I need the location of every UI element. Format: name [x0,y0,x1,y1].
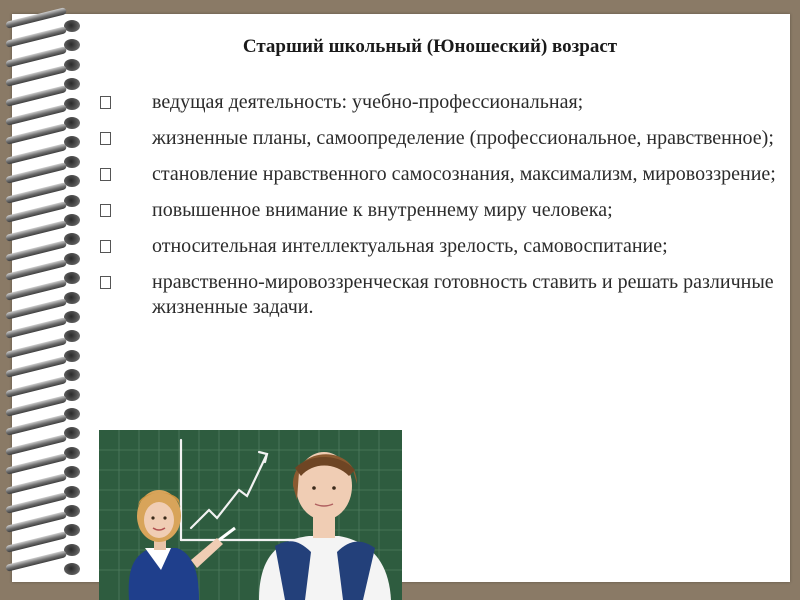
bullet-box-icon [100,276,111,289]
bullet-box-icon [100,240,111,253]
spiral-ring [6,330,84,342]
spiral-ring [6,78,84,90]
bullet-box-icon [100,132,111,145]
spiral-ring [6,563,84,575]
list-item [100,270,790,320]
bullet-box-icon [100,96,111,109]
list-item [100,126,790,151]
students-photo [99,430,402,600]
spiral-ring [6,136,84,148]
spiral-ring [6,233,84,245]
spiral-ring [6,427,84,439]
slide-title: Старший школьный (Юношеский) возраст [242,36,618,57]
list-item-text: жизненные планы, самоопределение (профессиональное, нравственное); [152,127,774,149]
spiral-ring [6,524,84,536]
spiral-ring [6,98,84,110]
spiral-ring [6,39,84,51]
spiral-ring [6,272,84,284]
list-item-text: ведущая деятельность: учебно-профессиональная; [152,91,584,113]
list-item [100,162,790,187]
list-item [100,234,790,259]
spiral-ring [6,486,84,498]
bullet-list [100,90,790,331]
list-item [100,90,790,115]
spiral-ring [6,292,84,304]
bullet-box-icon [100,204,111,217]
list-item-text: нравственно-мировоззренческая готовность ставить и решать различные жизненные задачи. [152,271,774,318]
spiral-ring [6,195,84,207]
list-item-text: повышенное внимание к внутреннему миру человека; [152,199,613,221]
students-illustration [99,430,402,600]
spiral-binding [0,14,86,582]
spiral-ring [6,369,84,381]
spiral-ring [6,389,84,401]
list-item [100,198,790,223]
spiral-ring [6,175,84,187]
list-item-text: относительная интеллектуальная зрелость, самовоспитание; [152,235,668,257]
list-item-text: становление нравственного самосознания, максимализм, мировоззрение; [152,163,776,185]
spiral-ring [6,466,84,478]
bullet-box-icon [100,168,111,181]
